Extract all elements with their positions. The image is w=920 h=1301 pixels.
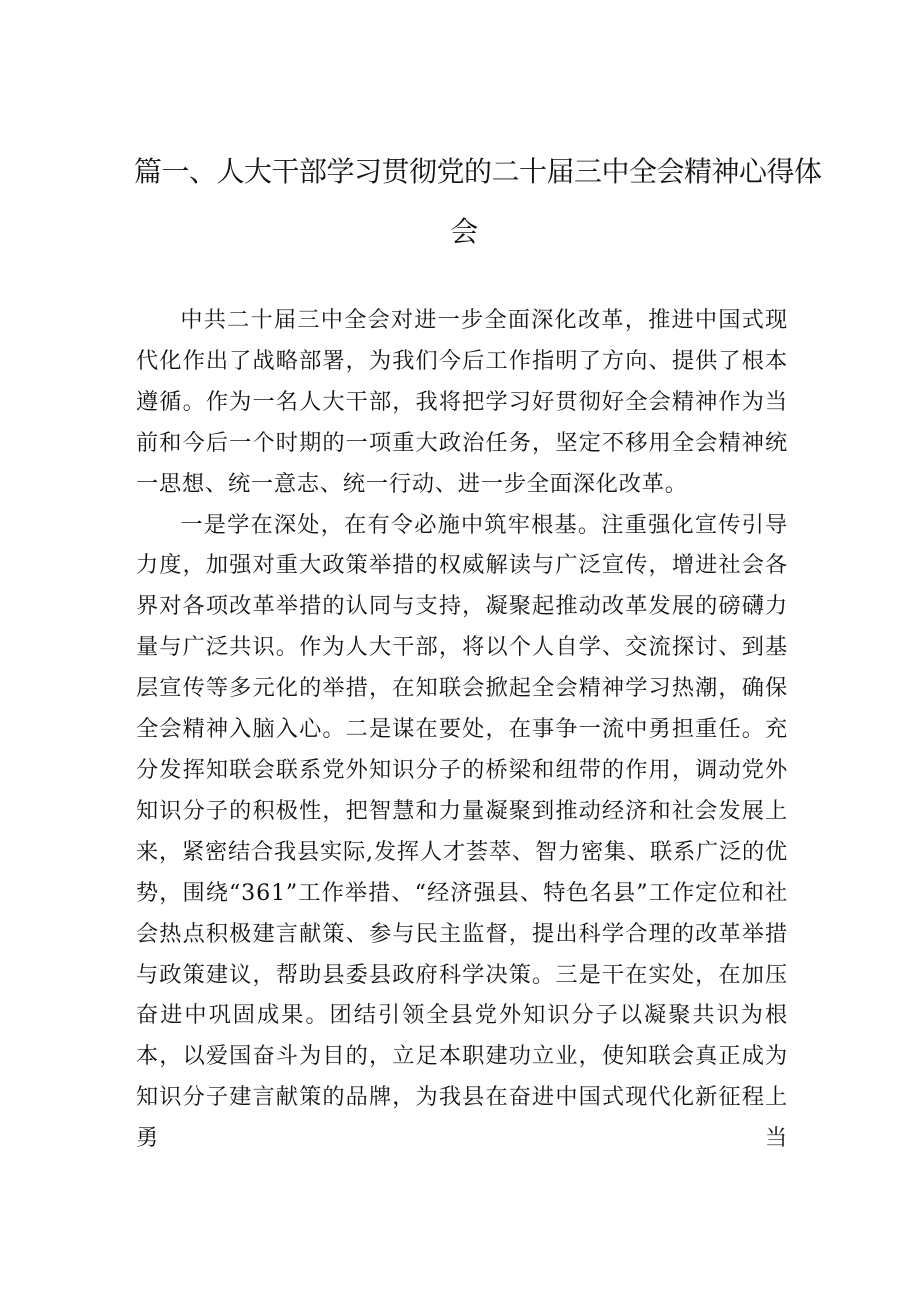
paragraph-1: 中共二十届三中全会对进一步全面深化改革，推进中国式现代化作出了战略部署，为我们今后工作指明了方向、提供了根本遵循。作为一名人大干部，我将把学习好贯彻好全会精神作为当前和今后一个时期的一项重大政治任务，坚定不移用全会精神统一思想、统一意志、统一行动、进一步全面深化改革。 (136, 307, 788, 497)
paragraph-2: 一是学在深处，在有令必施中筑牢根基。注重强化宣传引导力度，加强对重大政策举措的权威解读与广泛宣传，增进社会各界对各项改革举措的认同与支持，凝聚起推动改革发展的磅礴力量与广泛共识。作为人大干部，将以个人自学、交流探讨、到基层宣传等多元化的举措，在知联会掀起全会精神学习热潮，确保全会精神入脑入心。二是谋在要处，在事争一流中勇担重任。充分发挥知联会联系党外知识分子的桥梁和纽带的作用，调动党外知识分子的积极性，把智慧和力量凝聚到推动经济和社会发展上来，紧密结合我县实际,发挥人才荟萃、智力密集、联系广泛的优势，围绕“361”工作举措、“经济强县、特色名县”工作定位和社会热点积极建言献策、参与民主监督，提出科学合理的改革举措与政策建议，帮助县委县政府科学决策。三是干在实处，在加压奋进中巩固成果。团结引领全县党外知识分子以凝聚共识为根本，以爱国奋斗为目的，立足本职建功立业，使知联会真正成为知识分子建言献策的品牌，为我县在奋进中国式现代化新征程上勇当 (136, 511, 788, 1152)
title-line-2: 会 (450, 215, 478, 248)
document-title (134, 142, 822, 262)
title-line-1: 篇一、人大干部学习贯彻党的二十届三中全会精神心得体 (134, 155, 822, 188)
document-body (136, 300, 788, 1159)
